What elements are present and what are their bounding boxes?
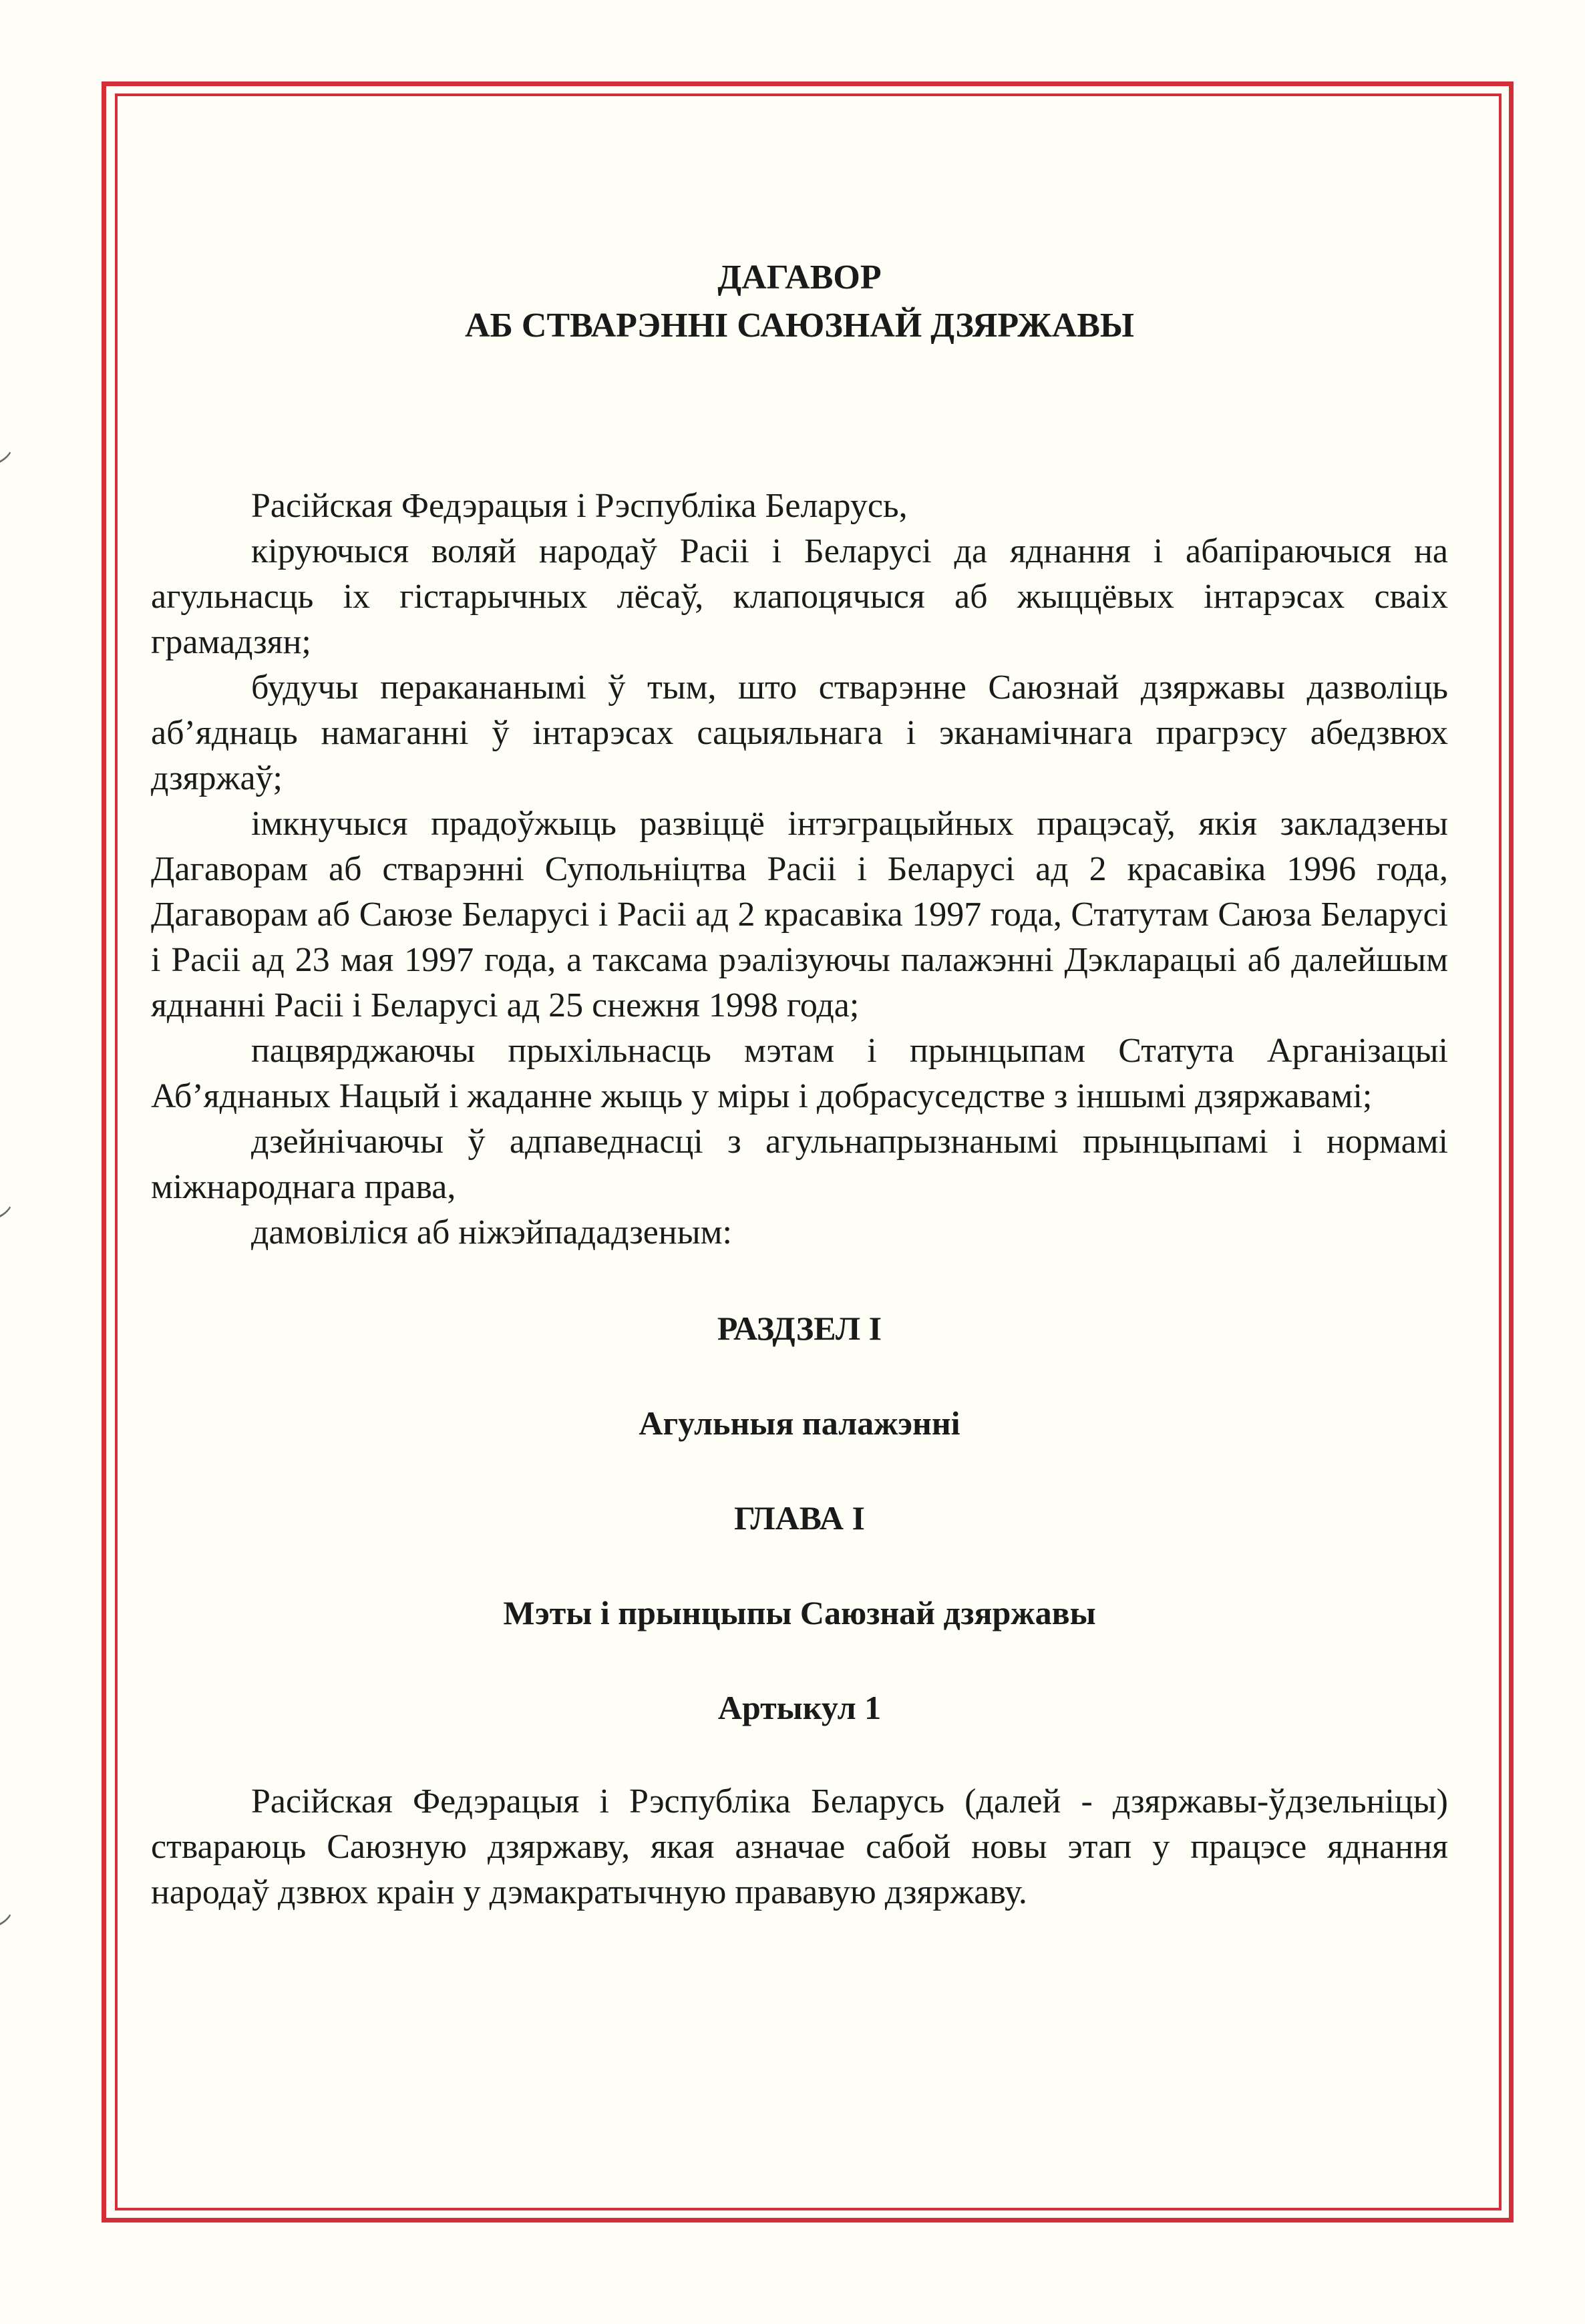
document-title-line2: АБ СТВАРЭННІ САЮЗНАЙ ДЗЯРЖАВЫ <box>465 307 1134 345</box>
chapter-title: Мэты і прынцыпы Саюзнай дзяржавы <box>503 1594 1096 1631</box>
preamble-paragraph: пацвярджаючы прыхільнасць мэтам і прынцыпам Статута Арганізацыі Аб’яднаных Нацый і жаданне жыць у міры і добрасуседстве з іншымі дзяржавамі; <box>151 1032 1448 1115</box>
preamble-paragraph: Расійская Федэрацыя і Рэспубліка Беларусь, <box>251 487 908 525</box>
section-heading: РАЗДЗЕЛ I <box>717 1310 882 1347</box>
binding-hole-mark <box>0 425 19 467</box>
preamble-paragraph: дзейнічаючы ў адпаведнасці з агульнапрызнанымі прынцыпамі і нормамі міжнароднага права, <box>151 1123 1448 1206</box>
section-title: Агульныя палажэнні <box>639 1404 960 1442</box>
preamble-paragraph: імкнучыся прадоўжыць развіццё інтэграцыйных працэсаў, якія закладзены Дагаворам аб стварэнні Супольніцтва Расіі і Беларусі ад 2 красавіка 1996 года, Дагаворам аб Саюзе Беларусі і Расіі ад 2 красавіка 1997 года, Статутам Саюза Беларусі і Расіі ад 23 мая 1997 года, а таксама рэалізуючы палажэнні Дэкларацыі аб далейшым яднанні Расіі і Беларусі ад 25 снежня 1998 года; <box>151 805 1448 1024</box>
chapter-heading: ГЛАВА I <box>734 1499 865 1537</box>
preamble-paragraph: будучы перакананымі ў тым, што стварэнне Саюзнай дзяржавы дазволіць аб’яднаць намаганні ў інтарэсах сацыяльнага і эканамічнага прагрэсу абедзвюх дзяржаў; <box>151 668 1448 797</box>
preamble-paragraph: дамовіліся аб ніжэйпададзеным: <box>251 1213 733 1251</box>
article-paragraph: Расійская Федэрацыя і Рэспубліка Беларусь (далей - дзяржавы-ўдзельніцы) ствараюць Саюзную дзяржаву, якая азначае сабой новы этап у працэсе яднання народаў дзвюх краін у дэмакратычную прававую дзяржаву. <box>151 1782 1448 1911</box>
preamble <box>151 483 1448 1255</box>
binding-hole-mark <box>0 1180 19 1221</box>
article-heading: Артыкул 1 <box>717 1689 882 1726</box>
article-body <box>151 1779 1448 1915</box>
document-title-line1: ДАГАВОР <box>717 258 882 297</box>
binding-hole-mark <box>0 1888 19 1929</box>
preamble-paragraph: кіруючыся воляй народаў Расіі і Беларусі да яднання і абапіраючыся на агульнасць іх гістарычных лёсаў, клапоцячыся аб жыццёвых інтарэсах сваіх грамадзян; <box>151 532 1448 661</box>
document-body <box>151 254 1448 1915</box>
